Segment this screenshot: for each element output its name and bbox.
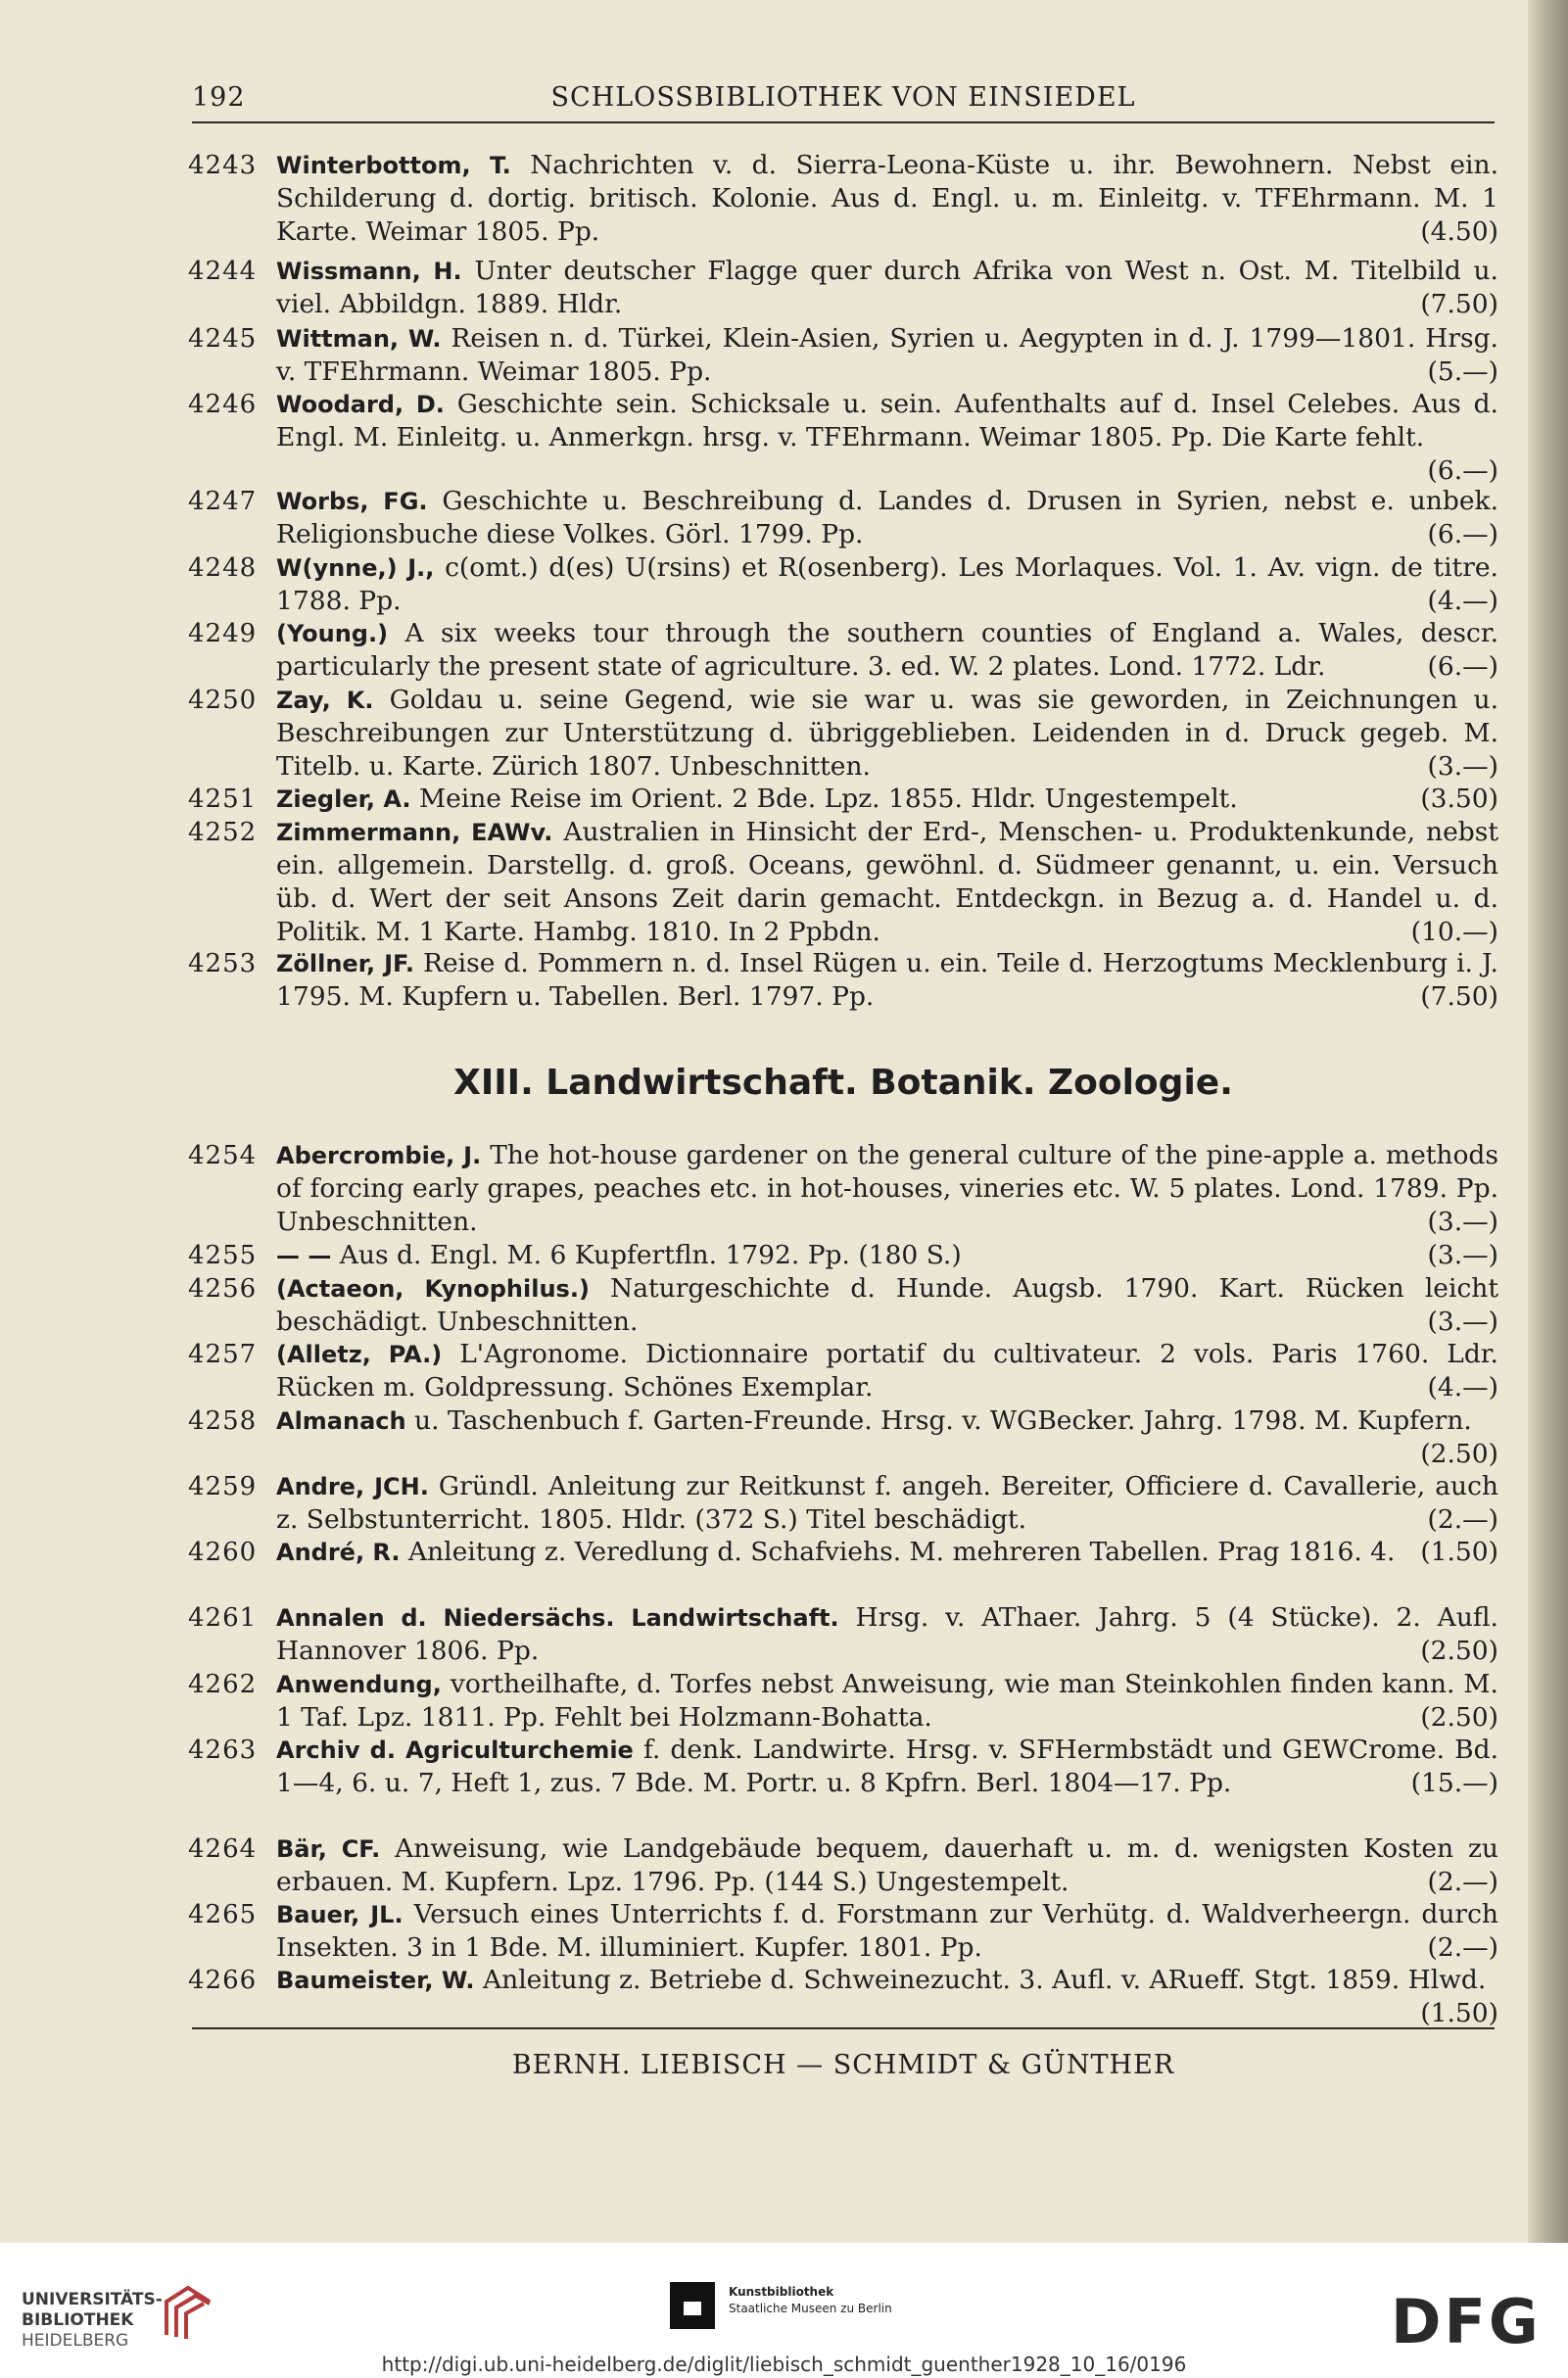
entry-price: (2.—)	[1427, 1867, 1498, 1897]
entry-price: (6.—)	[1427, 455, 1498, 486]
entry-price: (4.50)	[1420, 216, 1498, 247]
entry-price: (15.—)	[1410, 1768, 1498, 1798]
entry-number: 4265	[188, 1900, 258, 1929]
uni-line: UNIVERSITÄTS-	[22, 2290, 163, 2309]
entry-number: 4264	[188, 1834, 258, 1864]
catalog-entry	[188, 1964, 1498, 2030]
catalog-entry	[188, 322, 1498, 389]
entry-text: f. denk. Landwirte. Hrsg. v. SFHermbstädt und GEWCrome. Bd. 1—4, 6. u. 7, Heft 1, zus. 7 Bde. M. Portr. u. 8 Kpfrn. Berl. 1804—17. Pp.	[276, 1735, 1498, 1798]
entry-text: Meine Reise im Orient. 2 Bde. Lpz. 1855. Hldr. Ungestempelt.	[418, 784, 1238, 814]
viewer-footer	[0, 2243, 1568, 2378]
catalog-entry	[188, 1272, 1499, 1339]
entry-number: 4257	[188, 1340, 258, 1369]
entry-author: (Alletz, PA.)	[276, 1341, 443, 1368]
entry-author: Anwendung,	[276, 1671, 442, 1698]
entry-number: 4253	[188, 949, 258, 978]
entry-author: Andre, JCH.	[276, 1473, 429, 1500]
uni-line: BIBLIOTHEK	[22, 2310, 134, 2330]
entry-author: Annalen d. Niedersächs. Landwirtschaft.	[276, 1604, 839, 1632]
entry-author: W(ynne,) J.,	[276, 554, 435, 582]
entry-number: 4249	[188, 619, 258, 648]
entry-price: (1.50)	[1420, 1998, 1498, 2028]
entry-author: (Actaeon, Kynophilus.)	[276, 1275, 590, 1303]
entry-author: Abercrombie, J.	[276, 1142, 482, 1169]
entry-price: (10.—)	[1410, 917, 1498, 947]
entry-text: vortheilhafte, d. Torfes nebst Anweisung, wie man Steinkohlen finden kann. M. 1 Taf. Lpz. 1811. Pp. Fehlt bei Holzmann-Bohatta.	[276, 1669, 1498, 1733]
entry-author: Almanach	[276, 1407, 406, 1435]
catalog-entry	[188, 947, 1498, 1014]
entry-text: Reisen n. d. Türkei, Klein-Asien, Syrien u. Aegypten in d. J. 1799—1801. Hrsg. v. TFEhrmann. Weimar 1805. Pp.	[276, 323, 1498, 387]
catalog-entry	[188, 1239, 1498, 1272]
entry-number: 4259	[188, 1472, 258, 1501]
entry-author: Woodard, D.	[276, 391, 445, 418]
entry-price: (2.50)	[1420, 1636, 1498, 1666]
entry-number: 4248	[188, 553, 258, 583]
entry-text: L'Agronome. Dictionnaire portatif du cultivateur. 2 vols. Paris 1760. Ldr. Rücken m. Goldpressung. Schönes Exemplar.	[276, 1339, 1498, 1403]
publisher-imprint: BERNH. LIEBISCH — SCHMIDT & GÜNTHER	[511, 2050, 1175, 2080]
entry-text: Hrsg. v. AThaer. Jahrg. 5 (4 Stücke). 2. Aufl. Hannover 1806. Pp.	[276, 1602, 1498, 1666]
header-rule	[192, 121, 1495, 123]
entry-author: Bär, CF.	[276, 1835, 381, 1863]
entry-number: 4251	[188, 785, 258, 814]
entry-text: A six weeks tour through the southern counties of England a. Wales, descr. particularly the present state of agriculture. 3. ed. W. 2 plates. Lond. 1772. Ldr.	[276, 618, 1498, 682]
entry-author: Ziegler, A.	[276, 785, 411, 813]
entry-price: (4.—)	[1427, 586, 1498, 616]
catalog-entry	[188, 617, 1498, 684]
entry-number: 4260	[188, 1538, 258, 1567]
entry-price: (7.50)	[1420, 289, 1498, 319]
entry-author: Bauer, JL.	[276, 1901, 404, 1928]
entry-number: 4261	[188, 1603, 258, 1633]
entry-number: 4256	[188, 1274, 258, 1304]
entry-text: Geschichte sein. Schicksale u. sein. Aufenthalts auf d. Insel Celebes. Aus d. Engl. M. Einleitg. u. Anmerkgn. hrsg. v. TFEhrmann. Weimar 1805. Pp. Die Karte fehlt.	[276, 389, 1498, 452]
entry-number: 4255	[188, 1241, 258, 1270]
entry-price: (6.—)	[1427, 519, 1498, 549]
entry-number: 4245	[188, 324, 258, 354]
catalog-entry	[188, 255, 1498, 321]
kunstbibliothek-logo-icon	[670, 2282, 715, 2329]
entry-author: Zöllner, JF.	[276, 950, 414, 977]
entry-price: (7.50)	[1420, 981, 1498, 1012]
entry-price: (3.—)	[1427, 1207, 1498, 1237]
catalog-entry	[188, 485, 1499, 551]
entry-text: Anleitung z. Veredlung d. Schafviehs. M. mehreren Tabellen. Prag 1816. 4.	[407, 1537, 1396, 1567]
catalog-entry	[188, 1734, 1498, 1800]
running-title: SCHLOSSBIBLIOTHEK VON EINSIEDEL	[550, 82, 1136, 113]
kb-line: Staatliche Museen zu Berlin	[729, 2302, 892, 2315]
catalog-entry	[188, 551, 1498, 618]
entry-price: (1.50)	[1420, 1537, 1498, 1567]
entry-number: 4254	[188, 1141, 258, 1170]
catalog-entry	[188, 816, 1498, 949]
catalog-entry	[188, 783, 1498, 816]
catalog-entry	[188, 1898, 1498, 1965]
entry-text: Geschichte u. Beschreibung d. Landes d. Drusen in Syrien, nebst e. unbek. Religionsbuche diese Volkes. Görl. 1799. Pp.	[276, 486, 1499, 549]
entry-text: Australien in Hinsicht der Erd-, Menschen- u. Produktenkunde, nebst ein. allgemein. Darstellg. d. groß. Oceans, gewöhnl. d. Südmeer genannt, u. ein. Versuch üb. d. Wert der seit Ansons Zeit darin gemacht. Entdeckgn. in Bezug a. d. Handel u. d. Politik. M. 1 Karte. Hambg. 1810. In 2 Ppbdn.	[276, 817, 1498, 947]
entry-number: 4250	[188, 686, 258, 715]
entry-author: André, R.	[276, 1539, 401, 1566]
entry-author: Baumeister, W.	[276, 1967, 475, 1994]
catalog-entry	[188, 1470, 1498, 1537]
entry-price: (2.50)	[1420, 1702, 1498, 1733]
university-logo-icon	[159, 2280, 217, 2345]
entry-author: Worbs, FG.	[276, 488, 428, 515]
entry-price: (2.50)	[1420, 1439, 1498, 1469]
entry-number: 4262	[188, 1670, 258, 1699]
catalog-entry	[188, 1668, 1498, 1735]
entry-number: 4247	[188, 487, 258, 516]
catalog-entry	[188, 1139, 1498, 1239]
entry-number: 4258	[188, 1406, 258, 1436]
kunstbibliothek-label	[729, 2284, 892, 2317]
kb-line: Kunstbibliothek	[729, 2285, 834, 2299]
entry-price: (2.—)	[1427, 1504, 1498, 1535]
entry-price: (5.—)	[1427, 357, 1498, 387]
entry-text: Versuch eines Unterrichts f. d. Forstmann zur Verhütg. d. Waldverheergn. durch Insekten. 3 in 1 Bde. M. illuminiert. Kupfer. 1801. Pp.	[276, 1899, 1498, 1963]
entry-price: (3.50)	[1420, 784, 1498, 814]
entry-author: (Young.)	[276, 620, 389, 647]
entry-author: Zimmermann, EAWv.	[276, 819, 553, 846]
page-number: 192	[192, 82, 246, 113]
entry-author: Wittman, W.	[276, 325, 442, 353]
entry-author: Wissmann, H.	[276, 258, 462, 285]
entry-text: Aus d. Engl. M. 6 Kupfertfln. 1792. Pp. (180 S.)	[339, 1240, 962, 1270]
entry-text: Nachrichten v. d. Sierra-Leona-Küste u. ihr. Bewohnern. Nebst ein. Schilderung d. dortig. britisch. Kolonie. Aus d. Engl. u. m. Einleitg. v. TFEhrmann. M. 1 Karte. Weimar 1805. Pp.	[276, 150, 1498, 247]
uni-line: HEIDELBERG	[22, 2331, 129, 2351]
entry-number: 4244	[188, 257, 258, 286]
entry-author: — —	[276, 1242, 332, 1269]
entry-text: Gründl. Anleitung zur Reitkunst f. angeh. Bereiter, Officiere d. Cavallerie, auch z. Selbstunterricht. 1805. Hldr. (372 S.) Titel beschädigt.	[276, 1471, 1498, 1535]
permalink-url[interactable]: http://digi.ub.uni-heidelberg.de/diglit/liebisch_schmidt_guenther1928_10_16/0196	[381, 2353, 1187, 2376]
entry-number: 4266	[188, 1966, 258, 1995]
entry-number: 4252	[188, 818, 258, 847]
catalog-entry	[188, 1832, 1498, 1899]
footer-rule	[192, 2027, 1495, 2029]
entry-text: u. Taschenbuch f. Garten-Freunde. Hrsg. v. WGBecker. Jahrg. 1798. M. Kupfern.	[414, 1405, 1472, 1436]
catalog-entry	[188, 1404, 1498, 1471]
catalog-entry	[188, 1536, 1498, 1569]
university-library-label	[22, 2290, 163, 2352]
entry-author: Winterbottom, T.	[276, 152, 511, 179]
entry-number: 4246	[188, 390, 258, 419]
entry-text: Anleitung z. Betriebe d. Schweinezucht. 3. Aufl. v. ARueff. Stgt. 1859. Hlwd.	[482, 1965, 1487, 1995]
scan-page-edge	[1528, 0, 1568, 2243]
catalog-entry	[188, 1338, 1498, 1404]
entry-price: (2.—)	[1427, 1932, 1498, 1963]
entry-text: The hot-house gardener on the general culture of the pine-apple a. methods of forcing early grapes, peaches etc. in hot-houses, vineries etc. W. 5 plates. Lond. 1789. Pp. Unbeschnitten.	[276, 1140, 1498, 1237]
entry-text: Reise d. Pommern n. d. Insel Rügen u. ein. Teile d. Herzogtums Mecklenburg i. J. 1795. M. Kupfern u. Tabellen. Berl. 1797. Pp.	[276, 948, 1498, 1012]
entry-price: (6.—)	[1427, 651, 1498, 682]
entry-price: (3.—)	[1427, 1240, 1498, 1270]
entry-price: (3.—)	[1427, 1307, 1498, 1337]
entry-author: Archiv d. Agriculturchemie	[276, 1736, 634, 1764]
entry-text: c(omt.) d(es) U(rsins) et R(osenberg). Les Morlaques. Vol. 1. Av. vign. de titre. 1788. Pp.	[276, 552, 1498, 616]
catalog-entry	[188, 149, 1498, 249]
entry-text: Unter deutscher Flagge quer durch Afrika von West n. Ost. M. Titelbild u. viel. Abbildgn. 1889. Hldr.	[276, 256, 1498, 319]
catalog-entry	[188, 684, 1498, 784]
dfg-logo: DFG	[1391, 2286, 1542, 2357]
entry-number: 4243	[188, 151, 258, 180]
entry-text: Anweisung, wie Landgebäude bequem, dauerhaft u. m. d. wenigsten Kosten zu erbauen. M. Kupfern. Lpz. 1796. Pp. (144 S.) Ungestempelt.	[276, 1833, 1498, 1897]
entry-price: (3.—)	[1427, 751, 1498, 782]
entry-author: Zay, K.	[276, 687, 374, 714]
entry-price: (4.—)	[1427, 1372, 1498, 1403]
entry-text: Naturgeschichte d. Hunde. Augsb. 1790. Kart. Rücken leicht beschädigt. Unbeschnitten.	[276, 1273, 1499, 1337]
entry-text: Goldau u. seine Gegend, wie sie war u. was sie geworden, in Zeichnungen u. Beschreibungen zur Unterstützung d. übriggeblieben. Leidenden in d. Druck gegeb. M. Titelb. u. Karte. Zürich 1807. Unbeschnitten.	[276, 685, 1498, 782]
catalog-entry	[188, 1601, 1498, 1668]
section-title: XIII. Landwirtschaft. Botanik. Zoologie.	[453, 1063, 1233, 1103]
catalog-entry	[188, 388, 1498, 488]
entry-number: 4263	[188, 1736, 258, 1765]
